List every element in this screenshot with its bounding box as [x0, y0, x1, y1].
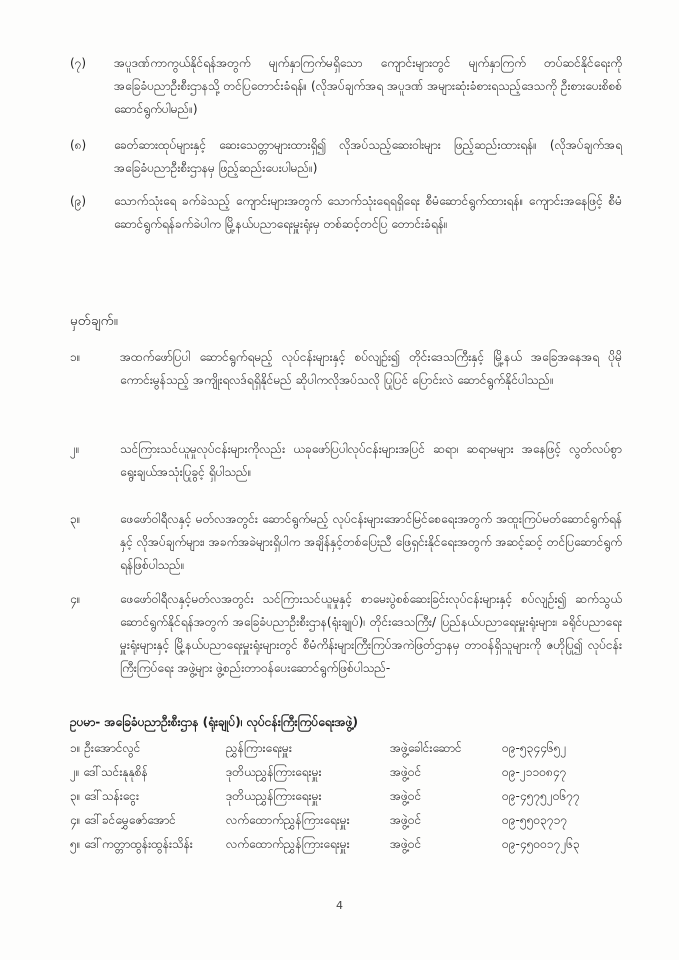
staff-caption: ဥပမာ- အခြေခံပညာဦးစီးဌာန (ရုံးချုပ်)၊ လုပ်ငန်းကြီးကြပ်ရေးအဖွဲ့): [70, 715, 359, 729]
item-text: အပူဒဏ်ကာကွယ်နိုင်ရန်အတွက် မျက်နှာကြက်မရှိသော ကျောင်းများတွင် မျက်နှာကြက် တပ်ဆင်နိုင်ရေးကို အခြေခံပညာဦးစီးဌာနသို့ တင်ပြတောင်းခံရန်။ (လိုအပ်ချက်အရ အပူဒဏ် အများဆုံးခံစားရသည့်ဒေသကို ဦးစားပေးစိစစ်ဆောင်ရွက်ပါမည်။): [114, 56, 622, 116]
note-2: [70, 438, 622, 484]
item-7: [70, 52, 622, 121]
note-number: ၃။: [70, 512, 81, 526]
note-text: သင်ကြားသင်ယူမှုလုပ်ငန်းများကိုလည်း ယခုဖော်ပြပါလုပ်ငန်းများအပြင် ဆရာ၊ ဆရာမများ အနေဖြင့် လွတ်လပ်စွာ ရွေးချယ်အသုံးပြုခွင့် ရှိပါသည်။: [120, 442, 622, 479]
note-4: [70, 588, 622, 680]
item-number: (၈): [70, 138, 87, 152]
item-number: (၉): [70, 194, 87, 208]
item-number: (၇): [70, 56, 87, 70]
note-number: ၄။: [70, 592, 81, 606]
staff-name: ၁။ ဦးအောင်လွင်: [70, 741, 141, 755]
notes-heading: မှတ်ချက်။: [70, 313, 118, 329]
note-text: အထက်ဖော်ပြပါ ဆောင်ရွက်ရမည့် လုပ်ငန်းများနှင့် စပ်လျဉ်း၍ တိုင်းဒေသကြီးနှင့် မြို့နယ် အခြေအနေအရ ပိုမိုကောင်းမွန်သည့် အကျိုးရလဒ်ရရှိနိုင်မည် ဆိုပါကလိုအပ်သလို ပြုပြင် ပြောင်းလဲ ဆောင်ရွက်နိုင်ပါသည်။: [120, 350, 622, 387]
staff-row: [70, 812, 630, 836]
staff-phone: ၀၉-၅၃၄၄၆၅၂: [502, 741, 567, 755]
staff-role: အဖွဲ့ခေါင်းဆောင်: [390, 741, 462, 755]
staff-role: အဖွဲ့ဝင်: [390, 813, 422, 827]
staff-role: အဖွဲ့ဝင်: [390, 837, 422, 851]
item-9: [70, 190, 622, 236]
staff-name: ၄။ ဒေါ်ခင်မွှေဇော်အောင်: [70, 813, 176, 827]
staff-title: လက်ထောက်ညွှန်ကြားရေးမှူး: [226, 813, 350, 827]
item-text: ခေတ်ဆားထုပ်များနှင့် ဆေးသေတ္တာများထားရှိ၍ လိုအပ်သည့်ဆေးဝါးများ ဖြည့်ဆည်းထားရန်။ (လိုအပ်ချက်အရ အခြေခံပညာဦးစီးဌာနမှ ဖြည့်ဆည်းပေးပါမည်။): [114, 138, 622, 175]
note-number: ၁။: [70, 350, 81, 364]
note-3: [70, 508, 622, 577]
staff-phone: ၀၉-၅၅၀၃၇၁၇: [502, 813, 568, 827]
staff-title: ညွှန်ကြားရေးမှူး: [226, 741, 292, 755]
item-8: [70, 134, 622, 180]
page-number: 4: [336, 899, 343, 912]
item-text: သောက်သုံးရေ ခက်ခဲသည့် ကျောင်းများအတွက် သောက်သုံးရေရရှိရေး စီမံဆောင်ရွက်ထားရန်။ ကျောင်းအနေဖြင့် စီမံဆောင်ရွက်ရန်ခက်ခဲပါက မြို့နယ်ပညာရေးမှူးရုံးမှ တစ်ဆင့်တင်ပြ တောင်းခံရန်။: [114, 194, 622, 231]
staff-phone: ၀၉-၄၅၇၅၂၀၆၇၇: [502, 789, 580, 803]
staff-role: အဖွဲ့ဝင်: [390, 789, 422, 803]
note-text: ဖေဖော်ဝါရီလနှင့်မတ်လအတွင်း သင်ကြားသင်ယူမှုနှင့် စာမေးပွဲစစ်ဆေးခြင်းလုပ်ငန်းများနှင့် စပ်လျဉ်း၍ ဆက်သွယ်ဆောင်ရွက်နိုင်ရန်အတွက် အခြေခံပညာဦးစီးဌာန(ရုံးချုပ်)၊ တိုင်းဒေသကြီး/ ပြည်နယ်ပညာရေးမှူးရုံးများ၊ ခရိုင်ပညာရေးမှူးရုံးများနှင့် မြို့နယ်ပညာရေးမှူးရုံးများတွင် စီမံကိန်းများကြီးကြပ်အကဲဖြတ်ဌာနမှ တာဝန်ရှိသူများကို ဇဟိုပြု၍ လုပ်ငန်းကြီးကြပ်ရေး အဖွဲ့များ ဖွဲ့စည်းတာဝန်ပေးဆောင်ရွက်ဖြစ်ပါသည်-: [120, 592, 622, 675]
staff-list: [70, 740, 630, 860]
staff-title: လက်ထောက်ညွှန်ကြားရေးမှူး: [226, 837, 350, 851]
staff-title: ဒုတိယညွှန်ကြားရေးမှူး: [226, 789, 322, 803]
staff-row: [70, 764, 630, 788]
staff-name: ၂။ ဒေါ်သင်းနုနုစိန်: [70, 765, 148, 779]
staff-row: [70, 740, 630, 764]
note-text: ဖေဖော်ဝါရီလနှင့် မတ်လအတွင်း ဆောင်ရွက်မည့် လုပ်ငန်းများအောင်မြင်စေရေးအတွက် အထူးကြပ်မတ်ဆောင်ရွက်ရန်နှင့် လိုအပ်ချက်များ၊ အခက်အခဲများရှိပါက အချိန်နှင့်တစ်ပြေးညီ ဖြေရှင်းနိုင်ရေးအတွက် အဆင့်ဆင့် တင်ပြဆောင်ရွက်ရန်ဖြစ်ပါသည်။: [120, 512, 622, 572]
note-1: [70, 346, 622, 392]
staff-row: [70, 836, 630, 860]
note-number: ၂။: [70, 442, 80, 456]
staff-name: ၅။ ဒေါ်ကတ္တာထွန်းထွန်းသိန်း: [70, 837, 193, 851]
staff-role: အဖွဲ့ဝင်: [390, 765, 422, 779]
staff-title: ဒုတိယညွှန်ကြားရေးမှူး: [226, 765, 322, 779]
staff-name: ၃။ ဒေါ်သန်းငွေး: [70, 789, 139, 803]
staff-phone: ၀၉-၂၁၁၀၈၄၇: [502, 765, 567, 779]
staff-row: [70, 788, 630, 812]
staff-phone: ၀၉-၄၅၀၀၁၇၂၆၃: [502, 837, 580, 851]
